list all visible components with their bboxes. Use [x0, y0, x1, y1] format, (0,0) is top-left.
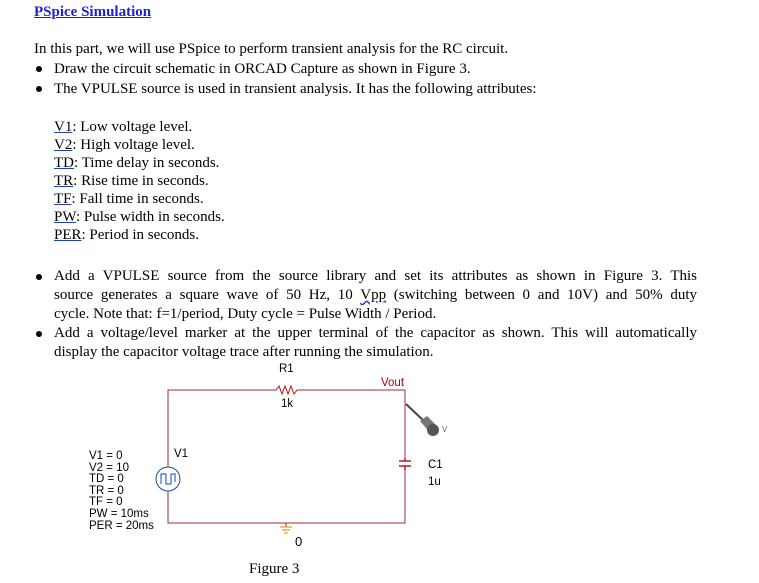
voltage-marker-icon — [406, 404, 439, 436]
v1-param: TR = 0 — [89, 484, 124, 497]
attribute-item: PER: Period in seconds. — [54, 227, 200, 243]
v1-param: TD = 0 — [89, 473, 124, 486]
r1-name-label: R1 — [279, 363, 294, 375]
r1-value-label: 1k — [281, 398, 294, 410]
v1-param: TF = 0 — [89, 496, 123, 509]
capacitor-c1-symbol — [399, 458, 411, 470]
resistor-r1-symbol — [276, 386, 297, 394]
v1-param: PER = 20ms — [89, 519, 154, 532]
v1-param: PW = 10ms — [89, 507, 149, 520]
marker-label: V — [442, 425, 448, 434]
bullet-draw-schematic: Draw the circuit schematic in ORCAD Capture as shown in Figure 3. — [54, 61, 471, 77]
wire-bottom — [168, 470, 405, 523]
bullet-add-marker: Add a voltage/level marker at the upper terminal of the capacitor as shown. This will automatically display the capacitor voltage trace after running the simulation. — [54, 325, 697, 360]
section-title: PSpice Simulation — [34, 4, 152, 20]
c1-name-label: C1 — [428, 459, 443, 471]
vpulse-source-symbol — [156, 467, 180, 491]
attribute-item: TF: Fall time in seconds. — [54, 191, 204, 207]
vout-net-label: Vout — [381, 377, 405, 389]
bullet-vpulse-intro: The VPULSE source is used in transient analysis. It has the following attributes: — [54, 81, 537, 97]
attribute-item: V2: High voltage level. — [54, 137, 195, 153]
attribute-item: TD: Time delay in seconds. — [54, 155, 220, 171]
ground-label: 0 — [295, 534, 303, 549]
attribute-item: V1: Low voltage level. — [54, 119, 193, 135]
ground-symbol — [280, 527, 292, 533]
v1-name-label: V1 — [174, 448, 189, 460]
wire-top-right — [297, 390, 405, 458]
attribute-item: PW: Pulse width in seconds. — [54, 209, 225, 225]
v1-parameters — [89, 451, 154, 532]
c1-value-label: 1u — [428, 476, 441, 488]
attribute-item: TR: Rise time in seconds. — [54, 173, 209, 189]
v1-param: V2 = 10 — [89, 461, 129, 474]
intro-paragraph: In this part, we will use PSpice to perform transient analysis for the RC circuit. — [34, 41, 509, 57]
bullet-add-vpulse: Add a VPULSE source from the source library and set its attributes as shown in Figure 3. This source generates a square wave of 50 Hz, 10 Vpp (switching between 0 and 10V) and 50% duty cycle. Note that: f=1/period, Duty cycle = Pulse Width / Period. — [54, 268, 697, 322]
v1-param: V1 = 0 — [89, 450, 123, 462]
figure-caption: Figure 3 — [249, 561, 300, 577]
